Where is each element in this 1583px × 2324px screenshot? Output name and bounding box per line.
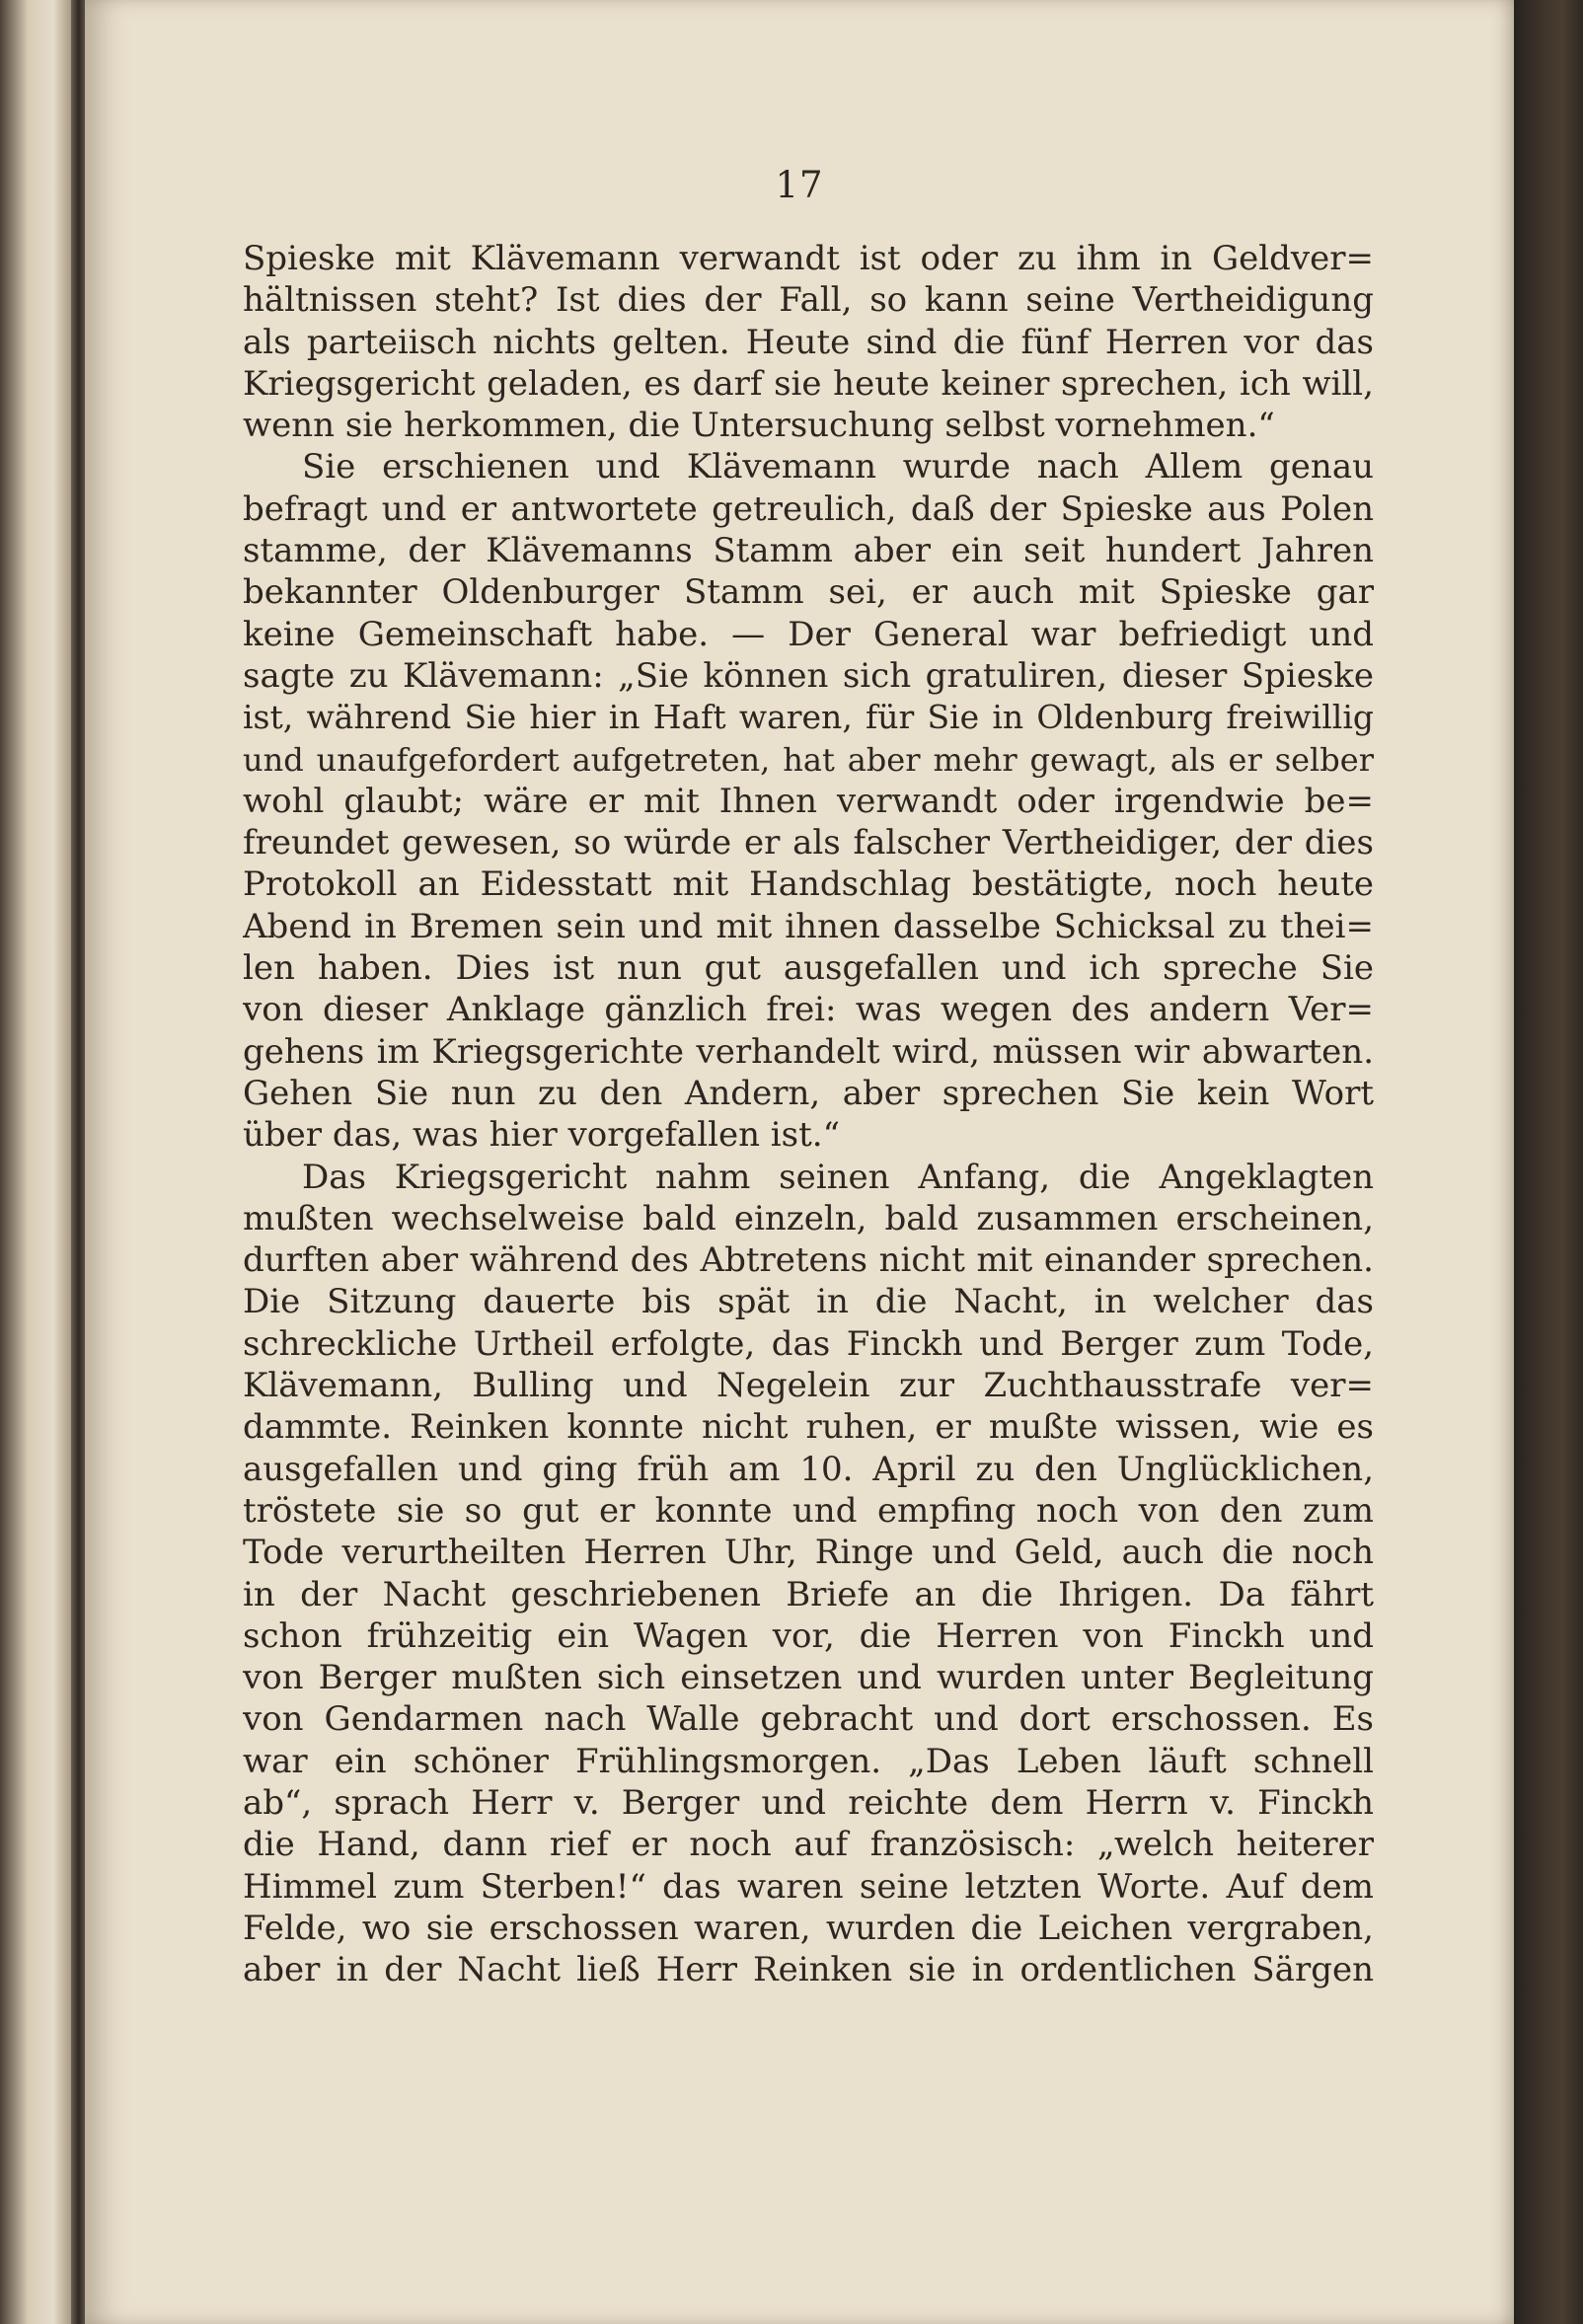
text-line: Kriegsgericht geladen, es darf sie heute keiner sprechen, ich will, [243, 363, 1374, 404]
page-text [243, 238, 1374, 1990]
text-line: gehens im Kriegsgerichte verhandelt wird, müssen wir abwarten. [243, 1031, 1374, 1072]
text-line: als parteiisch nichts gelten. Heute sind die fünf Herren vor das [243, 322, 1374, 362]
text-line: bekannter Oldenburger Stamm sei, er auch mit Spieske gar [243, 572, 1374, 613]
text-line: in der Nacht geschriebenen Briefe an die Ihrigen. Da fährt [243, 1574, 1374, 1614]
text-line: mußten wechselweise bald einzeln, bald zusammen erscheinen, [243, 1198, 1374, 1238]
text-line: stamme, der Klävemanns Stamm aber ein seit hundert Jahren [243, 531, 1374, 571]
text-line: Klävemann, Bulling und Negelein zur Zuchthausstrafe ver= [243, 1366, 1374, 1406]
text-line: hältnissen steht? Ist dies der Fall, so kann seine Vertheidigung [243, 280, 1374, 321]
text-line: Spieske mit Klävemann verwandt ist oder zu ihm in Geldver= [243, 239, 1374, 278]
text-line: schon frühzeitig ein Wagen vor, die Herren von Finckh und [243, 1615, 1374, 1656]
text-line: len haben. Dies ist nun gut ausgefallen und ich spreche Sie [243, 948, 1374, 989]
text-line: von Gendarmen nach Walle gebracht und dort erschossen. Es [243, 1699, 1374, 1740]
text-line: ab“, sprach Herr v. Berger und reichte dem Herrn v. Finckh [243, 1782, 1374, 1823]
text-line: und unaufgefordert aufgetreten, hat aber mehr gewagt, als er selber [243, 740, 1374, 779]
text-line: keine Gemeinschaft habe. — Der General war befriedigt und [243, 614, 1374, 654]
text-line: Protokoll an Eidesstatt mit Handschlag bestätigte, noch heute [243, 864, 1374, 905]
text-line: Felde, wo sie erschossen waren, wurden die Leichen vergraben, [243, 1908, 1374, 1948]
text-line: durften aber während des Abtretens nicht mit einander sprechen. [243, 1240, 1374, 1281]
text-line: Gehen Sie nun zu den Andern, aber sprechen Sie kein Wort [243, 1073, 1374, 1113]
book-gutter [71, 0, 85, 2324]
text-line: aber in der Nacht ließ Herr Reinken sie in ordentlichen Särgen [243, 1950, 1374, 1990]
text-line: wenn sie herkommen, die Untersuchung selbst vornehmen.“ [243, 406, 1275, 446]
text-line: über das, was hier vorgefallen ist.“ [243, 1115, 840, 1156]
text-line: ist, während Sie hier in Haft waren, für Sie in Oldenburg freiwillig [243, 698, 1374, 737]
text-line: schreckliche Urtheil erfolgte, das Finckh und Berger zum Tode, [243, 1323, 1374, 1364]
facing-page-edge [0, 0, 71, 2324]
text-line: wohl glaubt; wäre er mit Ihnen verwandt oder irgendwie be= [243, 781, 1374, 821]
text-line: befragt und er antwortete getreulich, daß der Spieske aus Polen [243, 488, 1374, 529]
book-page [85, 0, 1514, 2324]
text-line: die Hand, dann rief er noch auf französisch: „welch heiterer [243, 1825, 1374, 1865]
text-line: Sie erschienen und Klävemann wurde nach Allem genau [302, 447, 1374, 487]
text-line: freundet gewesen, so würde er als falscher Vertheidiger, der dies [243, 823, 1374, 863]
text-line: Tode verurtheilten Herren Uhr, Ringe und Geld, auch die noch [243, 1533, 1374, 1573]
text-line: Die Sitzung dauerte bis spät in die Nacht, in welcher das [243, 1282, 1374, 1322]
text-line: von Berger mußten sich einsetzen und wurden unter Begleitung [243, 1658, 1374, 1698]
text-line: tröstete sie so gut er konnte und empfing noch von den zum [243, 1490, 1374, 1531]
text-line: Abend in Bremen sein und mit ihnen dasselbe Schicksal zu thei= [243, 906, 1374, 946]
text-line: von dieser Anklage gänzlich frei: was wegen des andern Ver= [243, 990, 1374, 1030]
text-line: sagte zu Klävemann: „Sie können sich gratuliren, dieser Spieske [243, 655, 1374, 696]
text-line: Das Kriegsgericht nahm seinen Anfang, die Angeklagten [302, 1157, 1374, 1197]
page-number: 17 [775, 164, 824, 206]
page-stack-edge [1514, 0, 1583, 2324]
text-line: Himmel zum Sterben!“ das waren seine letzten Worte. Auf dem [243, 1866, 1374, 1907]
text-line: ausgefallen und ging früh am 10. April zu den Unglücklichen, [243, 1449, 1374, 1489]
text-line: dammte. Reinken konnte nicht ruhen, er mußte wissen, wie es [243, 1407, 1374, 1448]
text-line: war ein schöner Frühlingsmorgen. „Das Leben läuft schnell [243, 1741, 1374, 1781]
